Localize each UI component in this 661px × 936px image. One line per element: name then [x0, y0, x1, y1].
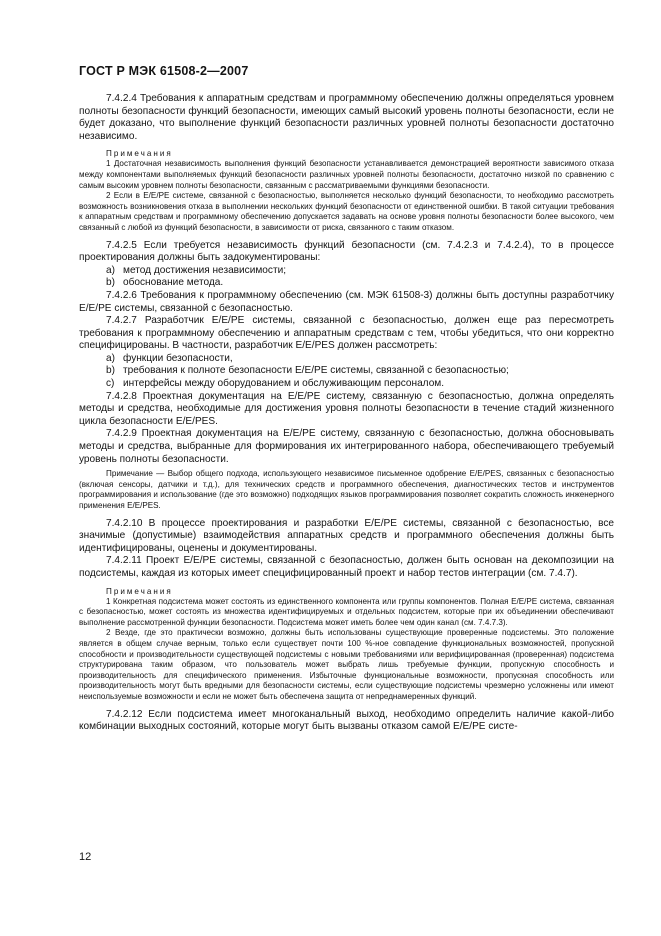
note-single: Примечание — Выбор общего подхода, использующего независимое письменное одобрение E/E/PES, связанных с безопасностью (включая сенсоры, датчики и т.д.), для технических средств и программного обеспечения, диагностических тестов и инструментов программирования и использование (где это возможно) подходящих языков программирования позволяет сократить сложность инженерного применения E/E/PES.	[79, 469, 614, 510]
note-item: 1 Конкретная подсистема может состоять из единственного компонента или группы компонентов. Полная E/E/PE система, связанная с безопасностью, может состоять из множества идентифицируемых и отдельных подсистем, которые при их объединении обеспечивают выполнение рассмотренной функции безопасности. Подсистема может иметь более чем один канал (см. 7.4.7.3).	[79, 596, 614, 627]
paragraph-7-4-2-12: 7.4.2.12 Если подсистема имеет многоканальный выход, необходимо определить наличие какой-либо комбинации выходных состояний, которые могут быть вызваны отказом самой E/E/PE систе-	[79, 708, 614, 733]
notes-heading: Примечания	[106, 586, 173, 596]
paragraph-7-4-2-9: 7.4.2.9 Проектная документация на E/E/PE систему, связанную с безопасностью, должна обосновывать методы и средства, выбранные для формирования их интегрированного набора, обеспечивающего требуемый уровень полноты безопасности.	[79, 428, 614, 465]
paragraph-7-4-2-6: 7.4.2.6 Требования к программному обеспечению (см. МЭК 61508-3) должны быть доступны разработчику E/E/PE системы, связанной с безопасностью.	[79, 289, 614, 314]
list-item: b) обоснование метода.	[106, 277, 224, 289]
paragraph-7-4-2-11: 7.4.2.11 Проект E/E/PE системы, связанной с безопасностью, должен быть основан на декомпозиции на подсистемы, каждая из которых имеет специфицированный проект и набор тестов интеграции (см. 7.4.7).	[79, 555, 614, 579]
notes-heading: Примечания	[106, 149, 173, 159]
list-item: a) метод достижения независимости;	[106, 264, 287, 276]
note-item: 1 Достаточная независимость выполнения функций безопасности устанавливается демонстрацией вероятности зависимого отказа между компонентами выполняемых функций безопасности различных уровней полноты безопасности, достаточно низкой по сравнению с самым высоким уровнем полноты безопасности, связанным с рассматриваемыми функциями безопасности.	[79, 159, 614, 190]
note-item: 2 Везде, где это практически возможно, должны быть использованы существующие проверенные подсистемы. Это положение является в общем случае верным, только если существует почти 100 %-ное совпадение функциональных возможностей, пропускной способности и производительности существующей подсистемы с новыми требованиями или верифицированная (проверенная) подсистема структурирована таким образом, что пользователь может выбрать лишь требуемые функции, пропускную способность и производительность для специфического применения. Избыточные функциональные возможности, пропускная способность или производительность могут быть вредными для безопасности системы, если существующие подсистемы чрезмерно усложнены или имеют неиспользуемые возможности и если не может быть обеспечена защита от непреднамеренных функций.	[79, 628, 614, 701]
list-item: c) интерфейсы между оборудованием и обслуживающим персоналом.	[106, 378, 445, 390]
list-item: a) функции безопасности,	[106, 352, 233, 364]
paragraph-7-4-2-8: 7.4.2.8 Проектная документация на E/E/PE систему, связанную с безопасностью, должна определять методы и средства, необходимые для достижения уровня полноты безопасности в течение стадий жизненного цикла безопасности E/E/PES.	[79, 390, 614, 427]
page-number: 12	[79, 851, 92, 863]
note-item: 2 Если в E/E/PE системе, связанной с безопасностью, выполняется несколько функций безопасности, то необходимо рассмотреть возможность возникновения отказа в выполнении нескольких функций безопасности от единственной ошибки. В такой ситуации требования к аппаратным средствам и программному обеспечению допускается задавать на основе уровня полноты безопасности более высокого, чем связанный с любой из функций безопасности, в зависимости от риска, связанного с таким отказом.	[79, 191, 614, 232]
paragraph-7-4-2-7: 7.4.2.7 Разработчик E/E/PE системы, связанной с безопасностью, должен еще раз пересмотреть требования к программному обеспечению и аппаратным средствам с тем, чтобы убедиться, что они корректно специфицированы. В частности, разработчик E/E/PES должен рассмотреть:	[79, 315, 614, 352]
list-item: b) требования к полноте безопасности E/E/PE системы, связанной с безопасностью;	[106, 365, 509, 377]
document-body	[79, 93, 614, 734]
paragraph-7-4-2-5: 7.4.2.5 Если требуется независимость функций безопасности (см. 7.4.2.3 и 7.4.2.4), то в процессе проектирования должны быть задокументированы:	[79, 239, 614, 264]
document-header: ГОСТ Р МЭК 61508-2—2007	[79, 64, 249, 78]
paragraph-7-4-2-10: 7.4.2.10 В процессе проектирования и разработки E/E/PE системы, связанной с безопасностью, все значимые (допустимые) взаимодействия аппаратных средств и программного обеспечения должны быть идентифицированы, оценены и документированы.	[79, 517, 614, 554]
paragraph-7-4-2-4: 7.4.2.4 Требования к аппаратным средствам и программному обеспечению должны определяться уровнем полноты безопасности функций безопасности, имеющих самый высокий уровень полноты безопасности, если не будет доказано, что выполнение функций безопасности различных уровней полноты безопасности достаточно независимо.	[79, 93, 614, 142]
